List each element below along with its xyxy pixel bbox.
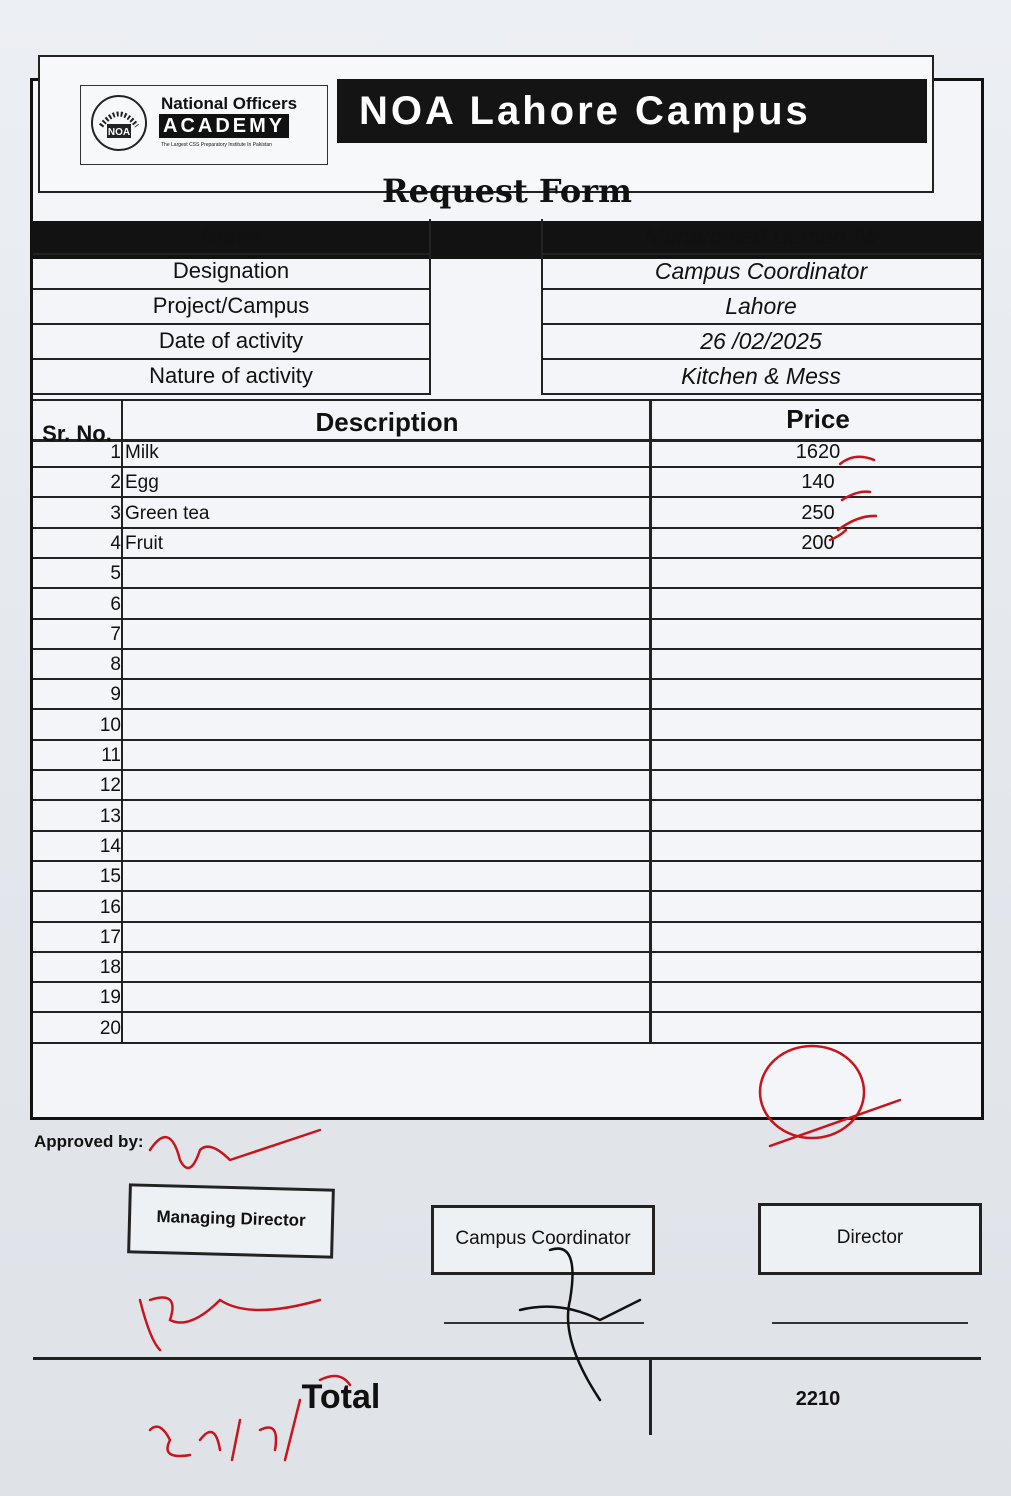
row-sr-no: 8 [110, 654, 121, 676]
row-sr-no: 3 [110, 502, 121, 524]
table-row [33, 892, 981, 923]
total-value: 2210 [649, 1360, 984, 1435]
row-sr-no: 15 [99, 866, 121, 888]
table-row [33, 498, 981, 529]
row-description [121, 861, 649, 890]
row-description [121, 831, 649, 860]
approval-signature-top [150, 1130, 320, 1168]
logo-badge-text: NOA [107, 127, 131, 138]
row-price [649, 740, 984, 769]
row-description [121, 892, 649, 921]
row-sr-no: 12 [99, 775, 121, 797]
row-price [649, 982, 984, 1011]
row-price [649, 619, 984, 648]
row-sr-no: 14 [99, 835, 121, 857]
row-price [649, 710, 984, 739]
table-row [33, 528, 981, 559]
table-row [33, 558, 981, 589]
value-designation: Campus Coordinator [541, 254, 981, 290]
row-sr-no: 18 [99, 957, 121, 979]
laurel-badge-icon [87, 92, 151, 154]
row-sr-no: 20 [99, 1017, 121, 1039]
row-sr-no: 9 [110, 684, 121, 706]
table-row [33, 831, 981, 862]
row-description [121, 649, 649, 678]
academy-logo [80, 85, 328, 165]
label-nature-of-activity: Nature of activity [33, 359, 429, 395]
row-sr-no: 1 [110, 442, 121, 463]
row-description [121, 710, 649, 739]
row-description [121, 679, 649, 708]
table-header [33, 399, 981, 446]
header-sr-no: Sr. No. [42, 421, 112, 446]
row-sr-no: 7 [110, 623, 121, 645]
row-sr-no: 17 [99, 926, 121, 948]
table-row [33, 589, 981, 620]
value-date-of-activity: 26 /02/2025 [541, 324, 981, 360]
director-box: Director [758, 1203, 982, 1275]
label-date-of-activity: Date of activity [33, 324, 429, 360]
director-signature-line [772, 1322, 968, 1324]
row-price [649, 952, 984, 981]
total-label: Total [301, 1378, 381, 1416]
row-sr-no: 11 [101, 745, 121, 766]
row-price [649, 892, 984, 921]
table-row [33, 770, 981, 801]
row-price [649, 770, 984, 799]
row-price: 200 [649, 528, 984, 557]
label-name: Name [33, 219, 429, 255]
approval-signature-lower [140, 1298, 320, 1351]
form-title: Request Form [382, 172, 632, 210]
table-row [33, 982, 981, 1013]
logo-academy: ACADEMY [159, 114, 289, 138]
row-price: 1620 [649, 437, 984, 466]
row-description: Egg [121, 467, 649, 496]
row-price [649, 649, 984, 678]
row-sr-no: 10 [99, 714, 121, 736]
row-price [649, 801, 984, 830]
row-price: 140 [649, 467, 984, 496]
label-project-campus: Project/Campus [33, 289, 429, 325]
row-description [121, 619, 649, 648]
row-price [649, 679, 984, 708]
table-row [33, 801, 981, 832]
value-project-campus: Lahore [541, 289, 981, 325]
table-row [33, 437, 981, 468]
row-description [121, 922, 649, 951]
header-description: Description [121, 401, 651, 439]
value-nature-of-activity: Kitchen & Mess [541, 359, 981, 395]
total-row [33, 1357, 981, 1435]
row-description [121, 589, 649, 618]
campus-coordinator-signature-line [444, 1322, 644, 1324]
row-description [121, 801, 649, 830]
table-row [33, 619, 981, 650]
row-sr-no: 4 [110, 532, 121, 554]
row-description: Milk [121, 437, 649, 466]
row-price [649, 1013, 984, 1042]
managing-director-box: Managing Director [127, 1183, 335, 1258]
row-description [121, 952, 649, 981]
table-row [33, 679, 981, 710]
row-description [121, 1013, 649, 1042]
row-price [649, 922, 984, 951]
row-description [121, 558, 649, 587]
logo-tagline: The Largest CSS Preparatory Institute In Pakistan [161, 142, 272, 148]
row-description [121, 740, 649, 769]
logo-title: National Officers [161, 94, 298, 113]
table-row [33, 740, 981, 771]
campus-coordinator-box: Campus Coordinator [431, 1205, 655, 1275]
approved-by-label: Approved by: [34, 1132, 144, 1151]
label-designation: Designation [33, 254, 429, 290]
row-sr-no: 13 [99, 805, 121, 827]
row-sr-no: 16 [99, 896, 121, 918]
row-description [121, 982, 649, 1011]
row-description: Green tea [121, 498, 649, 527]
row-price [649, 558, 984, 587]
row-sr-no: 6 [110, 593, 121, 615]
info-section [33, 219, 981, 397]
table-row [33, 1013, 981, 1044]
row-sr-no: 19 [99, 987, 121, 1009]
table-row [33, 710, 981, 741]
row-price: 250 [649, 498, 984, 527]
row-description [121, 770, 649, 799]
row-sr-no: 5 [110, 563, 121, 585]
row-sr-no: 2 [110, 472, 121, 494]
table-row [33, 952, 981, 983]
info-spacer-column [429, 219, 543, 395]
row-price [649, 861, 984, 890]
row-description: Fruit [121, 528, 649, 557]
header-price: Price [649, 401, 984, 439]
value-name: Muhammad Usman Ali [541, 219, 981, 255]
table-row [33, 922, 981, 953]
table-row [33, 861, 981, 892]
campus-title: NOA Lahore Campus [337, 79, 927, 143]
table-row [33, 467, 981, 498]
table-row [33, 649, 981, 680]
row-price [649, 589, 984, 618]
row-price [649, 831, 984, 860]
